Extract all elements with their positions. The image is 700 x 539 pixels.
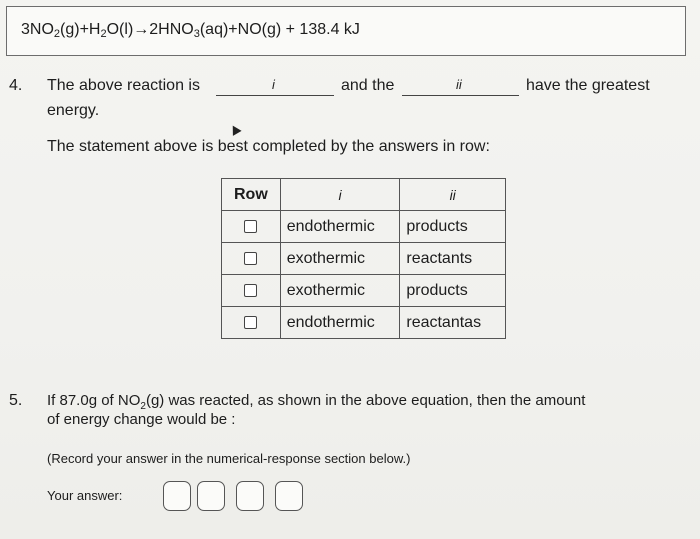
header-i: i [280, 179, 400, 211]
answer-digit-box-3[interactable] [236, 481, 264, 511]
option-ii-cell: reactants [400, 243, 506, 275]
blank-i-label: i [272, 77, 275, 92]
option-i-cell: exothermic [280, 243, 400, 275]
question-5-note: (Record your answer in the numerical-response section below.) [47, 451, 411, 466]
question-5-number: 5. [9, 392, 23, 409]
table-header-row [222, 179, 506, 211]
answer-digit-box-2[interactable] [197, 481, 225, 511]
answer-digit-box-4[interactable] [275, 481, 303, 511]
question-4-text-part2: and the [341, 77, 395, 94]
blank-ii-label: ii [456, 77, 462, 92]
checkbox[interactable] [244, 284, 257, 297]
table-row[interactable] [222, 211, 506, 243]
question-4-number: 4. [9, 77, 23, 94]
reaction-equation: $3NO_2(g)+H_2O(l)\to 2HNO_3(aq)+NO(g) + 138.4$ kJ [21, 21, 360, 40]
option-ii-cell: products [400, 275, 506, 307]
equation-box [6, 6, 686, 56]
blank-ii [402, 95, 519, 96]
option-i-cell: endothermic [280, 307, 400, 339]
header-row: Row [222, 179, 281, 211]
question-5-line1: If 87.0g of $NO_2(g)$ was reacted, as shown in the above equation, then the amount [47, 392, 586, 412]
checkbox[interactable] [244, 220, 257, 233]
your-answer-label: Your answer: [47, 488, 123, 503]
question-4-instruction: The statement above is best completed by the answers in row: [47, 138, 490, 155]
table-row[interactable] [222, 307, 506, 339]
question-4-text-part1: The above reaction is [47, 77, 200, 94]
blank-i [216, 95, 334, 96]
table-row[interactable] [222, 275, 506, 307]
checkbox[interactable] [244, 316, 257, 329]
mouse-cursor-icon [228, 123, 241, 136]
option-i-cell: exothermic [280, 275, 400, 307]
option-i-cell: endothermic [280, 211, 400, 243]
table-row[interactable] [222, 243, 506, 275]
option-ii-cell: products [400, 211, 506, 243]
question-4-text-part3: have the greatest [526, 77, 650, 94]
question-4-text-part4: energy. [47, 102, 100, 119]
header-ii: ii [400, 179, 506, 211]
option-ii-cell: reactantas [400, 307, 506, 339]
question-5-line2: of energy change would be : [47, 411, 236, 428]
answer-digit-box-1[interactable] [163, 481, 191, 511]
answer-options-table [221, 178, 506, 339]
checkbox[interactable] [244, 252, 257, 265]
